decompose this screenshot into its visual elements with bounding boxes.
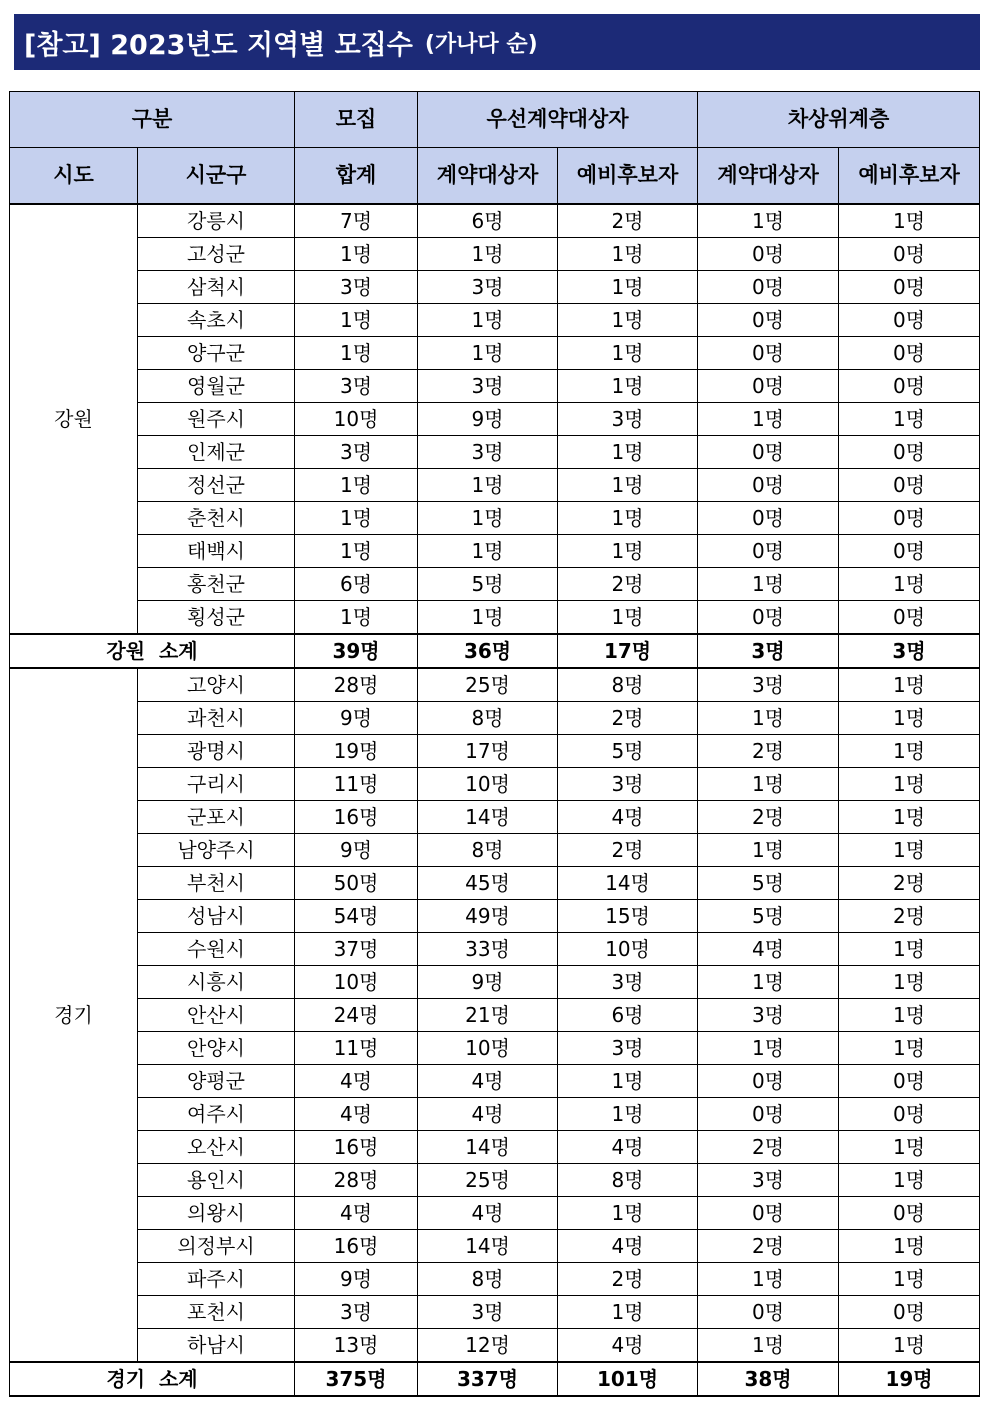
- total-cell: 10명: [295, 966, 418, 999]
- n-reserve-cell: 1명: [839, 204, 980, 238]
- p-contract-cell: 25명: [418, 1164, 558, 1197]
- p-contract-cell: 21명: [418, 999, 558, 1032]
- header-total: 합계: [295, 148, 418, 205]
- n-contract-cell: 0명: [698, 370, 839, 403]
- table-row: [10, 1098, 980, 1131]
- table-row: [10, 1197, 980, 1230]
- total-cell: 3명: [295, 271, 418, 304]
- table-body: [10, 204, 980, 1396]
- total-cell: 1명: [295, 304, 418, 337]
- n-contract-cell: 0명: [698, 1296, 839, 1329]
- p-contract-cell: 1명: [418, 502, 558, 535]
- n-contract-cell: 0명: [698, 601, 839, 635]
- total-cell: 1명: [295, 238, 418, 271]
- p-reserve-cell: 1명: [558, 271, 698, 304]
- n-reserve-cell: 1명: [839, 1131, 980, 1164]
- n-contract-cell: 2명: [698, 735, 839, 768]
- n-reserve-cell: 0명: [839, 271, 980, 304]
- n-reserve-cell: 1명: [839, 1230, 980, 1263]
- n-contract-cell: 2명: [698, 801, 839, 834]
- n-contract-cell: 0명: [698, 502, 839, 535]
- total-cell: 9명: [295, 834, 418, 867]
- subtotal-n-contract: 38명: [698, 1362, 839, 1396]
- n-reserve-cell: 1명: [839, 568, 980, 601]
- n-reserve-cell: 0명: [839, 502, 980, 535]
- p-reserve-cell: 1명: [558, 436, 698, 469]
- recruitment-table: [9, 91, 980, 1397]
- p-reserve-cell: 2명: [558, 204, 698, 238]
- header-row-2: [10, 148, 980, 205]
- table-row: [10, 304, 980, 337]
- n-reserve-cell: 0명: [839, 436, 980, 469]
- p-reserve-cell: 3명: [558, 966, 698, 999]
- subtotal-n-contract: 3명: [698, 634, 839, 668]
- table-row: [10, 238, 980, 271]
- n-reserve-cell: 1명: [839, 999, 980, 1032]
- n-reserve-cell: 0명: [839, 238, 980, 271]
- n-reserve-cell: 0명: [839, 535, 980, 568]
- p-reserve-cell: 3명: [558, 403, 698, 436]
- region-cell: 경기: [10, 668, 138, 1362]
- header-priority: 우선계약대상자: [418, 92, 698, 148]
- city-cell: 인제군: [138, 436, 295, 469]
- total-cell: 10명: [295, 403, 418, 436]
- subtotal-total: 375명: [295, 1362, 418, 1396]
- n-contract-cell: 0명: [698, 271, 839, 304]
- n-contract-cell: 0명: [698, 1098, 839, 1131]
- n-contract-cell: 1명: [698, 702, 839, 735]
- total-cell: 3명: [295, 1296, 418, 1329]
- table-row: [10, 933, 980, 966]
- n-reserve-cell: 1명: [839, 1329, 980, 1363]
- p-contract-cell: 8명: [418, 1263, 558, 1296]
- n-contract-cell: 0명: [698, 1197, 839, 1230]
- p-contract-cell: 4명: [418, 1098, 558, 1131]
- p-reserve-cell: 6명: [558, 999, 698, 1032]
- p-reserve-cell: 1명: [558, 370, 698, 403]
- table-header: [10, 92, 980, 205]
- n-contract-cell: 1명: [698, 1329, 839, 1363]
- city-cell: 춘천시: [138, 502, 295, 535]
- p-reserve-cell: 8명: [558, 1164, 698, 1197]
- n-reserve-cell: 1명: [839, 834, 980, 867]
- p-contract-cell: 10명: [418, 768, 558, 801]
- n-reserve-cell: 0명: [839, 337, 980, 370]
- n-contract-cell: 0명: [698, 535, 839, 568]
- p-reserve-cell: 10명: [558, 933, 698, 966]
- table-row: [10, 668, 980, 702]
- table-row: [10, 966, 980, 999]
- table-row: [10, 1131, 980, 1164]
- n-reserve-cell: 1명: [839, 1164, 980, 1197]
- p-contract-cell: 5명: [418, 568, 558, 601]
- city-cell: 속초시: [138, 304, 295, 337]
- p-contract-cell: 1명: [418, 601, 558, 635]
- city-cell: 군포시: [138, 801, 295, 834]
- total-cell: 13명: [295, 1329, 418, 1363]
- table-row: [10, 271, 980, 304]
- total-cell: 7명: [295, 204, 418, 238]
- n-reserve-cell: 0명: [839, 1296, 980, 1329]
- city-cell: 정선군: [138, 469, 295, 502]
- subtotal-label: 강원 소계: [10, 634, 295, 668]
- p-reserve-cell: 2명: [558, 1263, 698, 1296]
- table-row: [10, 801, 980, 834]
- n-contract-cell: 0명: [698, 238, 839, 271]
- total-cell: 11명: [295, 768, 418, 801]
- total-cell: 16명: [295, 1131, 418, 1164]
- city-cell: 부천시: [138, 867, 295, 900]
- p-contract-cell: 8명: [418, 702, 558, 735]
- total-cell: 24명: [295, 999, 418, 1032]
- subtotal-total: 39명: [295, 634, 418, 668]
- n-reserve-cell: 1명: [839, 735, 980, 768]
- n-contract-cell: 1명: [698, 966, 839, 999]
- page-title: [참고] 2023년도 지역별 모집수: [24, 29, 413, 61]
- total-cell: 28명: [295, 1164, 418, 1197]
- p-contract-cell: 12명: [418, 1329, 558, 1363]
- table-row: [10, 337, 980, 370]
- city-cell: 남양주시: [138, 834, 295, 867]
- city-cell: 여주시: [138, 1098, 295, 1131]
- p-reserve-cell: 2명: [558, 702, 698, 735]
- p-contract-cell: 17명: [418, 735, 558, 768]
- city-cell: 성남시: [138, 900, 295, 933]
- total-cell: 1명: [295, 502, 418, 535]
- p-reserve-cell: 1명: [558, 535, 698, 568]
- city-cell: 오산시: [138, 1131, 295, 1164]
- n-contract-cell: 1명: [698, 768, 839, 801]
- total-cell: 37명: [295, 933, 418, 966]
- header-sido: 시도: [10, 148, 138, 205]
- p-reserve-cell: 2명: [558, 568, 698, 601]
- n-contract-cell: 3명: [698, 1164, 839, 1197]
- total-cell: 16명: [295, 1230, 418, 1263]
- n-contract-cell: 1명: [698, 1263, 839, 1296]
- p-reserve-cell: 14명: [558, 867, 698, 900]
- n-contract-cell: 1명: [698, 568, 839, 601]
- p-contract-cell: 49명: [418, 900, 558, 933]
- p-reserve-cell: 3명: [558, 1032, 698, 1065]
- total-cell: 54명: [295, 900, 418, 933]
- n-contract-cell: 3명: [698, 999, 839, 1032]
- p-contract-cell: 6명: [418, 204, 558, 238]
- p-reserve-cell: 1명: [558, 601, 698, 635]
- n-reserve-cell: 0명: [839, 469, 980, 502]
- n-reserve-cell: 1명: [839, 801, 980, 834]
- table-row: [10, 1329, 980, 1363]
- table-row: [10, 999, 980, 1032]
- city-cell: 영월군: [138, 370, 295, 403]
- total-cell: 4명: [295, 1098, 418, 1131]
- p-reserve-cell: 1명: [558, 238, 698, 271]
- table-row: [10, 502, 980, 535]
- n-reserve-cell: 0명: [839, 304, 980, 337]
- p-contract-cell: 4명: [418, 1197, 558, 1230]
- n-reserve-cell: 2명: [839, 867, 980, 900]
- subtotal-p-reserve: 101명: [558, 1362, 698, 1396]
- title-bar: [14, 14, 980, 70]
- table-row: [10, 702, 980, 735]
- total-cell: 1명: [295, 337, 418, 370]
- total-cell: 11명: [295, 1032, 418, 1065]
- p-contract-cell: 3명: [418, 1296, 558, 1329]
- p-reserve-cell: 1명: [558, 1296, 698, 1329]
- p-contract-cell: 3명: [418, 436, 558, 469]
- city-cell: 의정부시: [138, 1230, 295, 1263]
- subtotal-p-contract: 36명: [418, 634, 558, 668]
- table-row: [10, 204, 980, 238]
- page-subtitle: (가나다 순): [424, 31, 538, 57]
- total-cell: 1명: [295, 469, 418, 502]
- total-cell: 9명: [295, 1263, 418, 1296]
- p-contract-cell: 45명: [418, 867, 558, 900]
- header-row-1: [10, 92, 980, 148]
- total-cell: 19명: [295, 735, 418, 768]
- n-reserve-cell: 1명: [839, 933, 980, 966]
- table-row: [10, 735, 980, 768]
- header-gubun: 구분: [10, 92, 295, 148]
- p-reserve-cell: 1명: [558, 337, 698, 370]
- n-reserve-cell: 0명: [839, 1098, 980, 1131]
- header-next-reserve: 예비후보자: [839, 148, 980, 205]
- header-priority-reserve: 예비후보자: [558, 148, 698, 205]
- city-cell: 고양시: [138, 668, 295, 702]
- table-row: [10, 1230, 980, 1263]
- city-cell: 광명시: [138, 735, 295, 768]
- p-reserve-cell: 1명: [558, 1197, 698, 1230]
- n-reserve-cell: 0명: [839, 601, 980, 635]
- n-contract-cell: 1명: [698, 204, 839, 238]
- table-row: [10, 1296, 980, 1329]
- p-contract-cell: 1명: [418, 238, 558, 271]
- city-cell: 강릉시: [138, 204, 295, 238]
- subtotal-row: [10, 634, 980, 668]
- p-contract-cell: 9명: [418, 403, 558, 436]
- total-cell: 4명: [295, 1197, 418, 1230]
- n-reserve-cell: 1명: [839, 702, 980, 735]
- city-cell: 시흥시: [138, 966, 295, 999]
- p-reserve-cell: 5명: [558, 735, 698, 768]
- n-contract-cell: 0명: [698, 1065, 839, 1098]
- n-reserve-cell: 0명: [839, 1065, 980, 1098]
- n-contract-cell: 3명: [698, 668, 839, 702]
- p-contract-cell: 10명: [418, 1032, 558, 1065]
- city-cell: 홍천군: [138, 568, 295, 601]
- p-reserve-cell: 1명: [558, 502, 698, 535]
- city-cell: 횡성군: [138, 601, 295, 635]
- city-cell: 수원시: [138, 933, 295, 966]
- p-contract-cell: 14명: [418, 801, 558, 834]
- subtotal-row: [10, 1362, 980, 1396]
- p-contract-cell: 3명: [418, 370, 558, 403]
- city-cell: 원주시: [138, 403, 295, 436]
- subtotal-n-reserve: 3명: [839, 634, 980, 668]
- p-reserve-cell: 1명: [558, 304, 698, 337]
- total-cell: 1명: [295, 601, 418, 635]
- table-row: [10, 403, 980, 436]
- n-reserve-cell: 2명: [839, 900, 980, 933]
- city-cell: 삼척시: [138, 271, 295, 304]
- total-cell: 28명: [295, 668, 418, 702]
- p-contract-cell: 14명: [418, 1131, 558, 1164]
- region-cell: 강원: [10, 204, 138, 634]
- table-row: [10, 601, 980, 635]
- p-contract-cell: 9명: [418, 966, 558, 999]
- n-contract-cell: 0명: [698, 304, 839, 337]
- p-reserve-cell: 4명: [558, 1230, 698, 1263]
- city-cell: 안산시: [138, 999, 295, 1032]
- n-reserve-cell: 1명: [839, 668, 980, 702]
- header-mojip: 모집: [295, 92, 418, 148]
- table-row: [10, 436, 980, 469]
- header-next-contract: 계약대상자: [698, 148, 839, 205]
- subtotal-p-contract: 337명: [418, 1362, 558, 1396]
- n-contract-cell: 0명: [698, 469, 839, 502]
- subtotal-p-reserve: 17명: [558, 634, 698, 668]
- n-contract-cell: 0명: [698, 337, 839, 370]
- total-cell: 4명: [295, 1065, 418, 1098]
- p-contract-cell: 33명: [418, 933, 558, 966]
- table-row: [10, 1164, 980, 1197]
- p-contract-cell: 1명: [418, 535, 558, 568]
- table-row: [10, 370, 980, 403]
- n-contract-cell: 1명: [698, 403, 839, 436]
- p-contract-cell: 8명: [418, 834, 558, 867]
- p-contract-cell: 25명: [418, 668, 558, 702]
- table-row: [10, 535, 980, 568]
- n-reserve-cell: 1명: [839, 966, 980, 999]
- subtotal-n-reserve: 19명: [839, 1362, 980, 1396]
- city-cell: 고성군: [138, 238, 295, 271]
- city-cell: 안양시: [138, 1032, 295, 1065]
- n-reserve-cell: 0명: [839, 370, 980, 403]
- total-cell: 50명: [295, 867, 418, 900]
- p-reserve-cell: 1명: [558, 1098, 698, 1131]
- subtotal-label: 경기 소계: [10, 1362, 295, 1396]
- p-reserve-cell: 1명: [558, 1065, 698, 1098]
- p-contract-cell: 3명: [418, 271, 558, 304]
- table-row: [10, 1065, 980, 1098]
- table-row: [10, 469, 980, 502]
- header-sigungu: 시군구: [138, 148, 295, 205]
- p-reserve-cell: 1명: [558, 469, 698, 502]
- city-cell: 하남시: [138, 1329, 295, 1363]
- city-cell: 파주시: [138, 1263, 295, 1296]
- table-row: [10, 900, 980, 933]
- table-row: [10, 834, 980, 867]
- city-cell: 과천시: [138, 702, 295, 735]
- n-reserve-cell: 1명: [839, 1263, 980, 1296]
- city-cell: 양구군: [138, 337, 295, 370]
- table-row: [10, 1032, 980, 1065]
- total-cell: 16명: [295, 801, 418, 834]
- p-reserve-cell: 8명: [558, 668, 698, 702]
- table-row: [10, 768, 980, 801]
- p-contract-cell: 14명: [418, 1230, 558, 1263]
- p-contract-cell: 1명: [418, 469, 558, 502]
- n-contract-cell: 5명: [698, 900, 839, 933]
- city-cell: 포천시: [138, 1296, 295, 1329]
- table-row: [10, 1263, 980, 1296]
- total-cell: 9명: [295, 702, 418, 735]
- n-contract-cell: 1명: [698, 834, 839, 867]
- table-row: [10, 568, 980, 601]
- header-priority-contract: 계약대상자: [418, 148, 558, 205]
- n-reserve-cell: 1명: [839, 1032, 980, 1065]
- p-contract-cell: 1명: [418, 337, 558, 370]
- n-reserve-cell: 1명: [839, 403, 980, 436]
- n-contract-cell: 5명: [698, 867, 839, 900]
- city-cell: 태백시: [138, 535, 295, 568]
- n-contract-cell: 2명: [698, 1230, 839, 1263]
- p-reserve-cell: 3명: [558, 768, 698, 801]
- p-reserve-cell: 15명: [558, 900, 698, 933]
- p-reserve-cell: 2명: [558, 834, 698, 867]
- city-cell: 용인시: [138, 1164, 295, 1197]
- total-cell: 3명: [295, 436, 418, 469]
- city-cell: 의왕시: [138, 1197, 295, 1230]
- p-reserve-cell: 4명: [558, 1131, 698, 1164]
- n-reserve-cell: 1명: [839, 768, 980, 801]
- p-contract-cell: 4명: [418, 1065, 558, 1098]
- city-cell: 양평군: [138, 1065, 295, 1098]
- total-cell: 3명: [295, 370, 418, 403]
- n-contract-cell: 1명: [698, 1032, 839, 1065]
- city-cell: 구리시: [138, 768, 295, 801]
- p-reserve-cell: 4명: [558, 1329, 698, 1363]
- p-contract-cell: 1명: [418, 304, 558, 337]
- header-next-tier: 차상위계층: [698, 92, 980, 148]
- n-contract-cell: 4명: [698, 933, 839, 966]
- total-cell: 6명: [295, 568, 418, 601]
- total-cell: 1명: [295, 535, 418, 568]
- n-reserve-cell: 0명: [839, 1197, 980, 1230]
- n-contract-cell: 2명: [698, 1131, 839, 1164]
- table-row: [10, 867, 980, 900]
- p-reserve-cell: 4명: [558, 801, 698, 834]
- n-contract-cell: 0명: [698, 436, 839, 469]
